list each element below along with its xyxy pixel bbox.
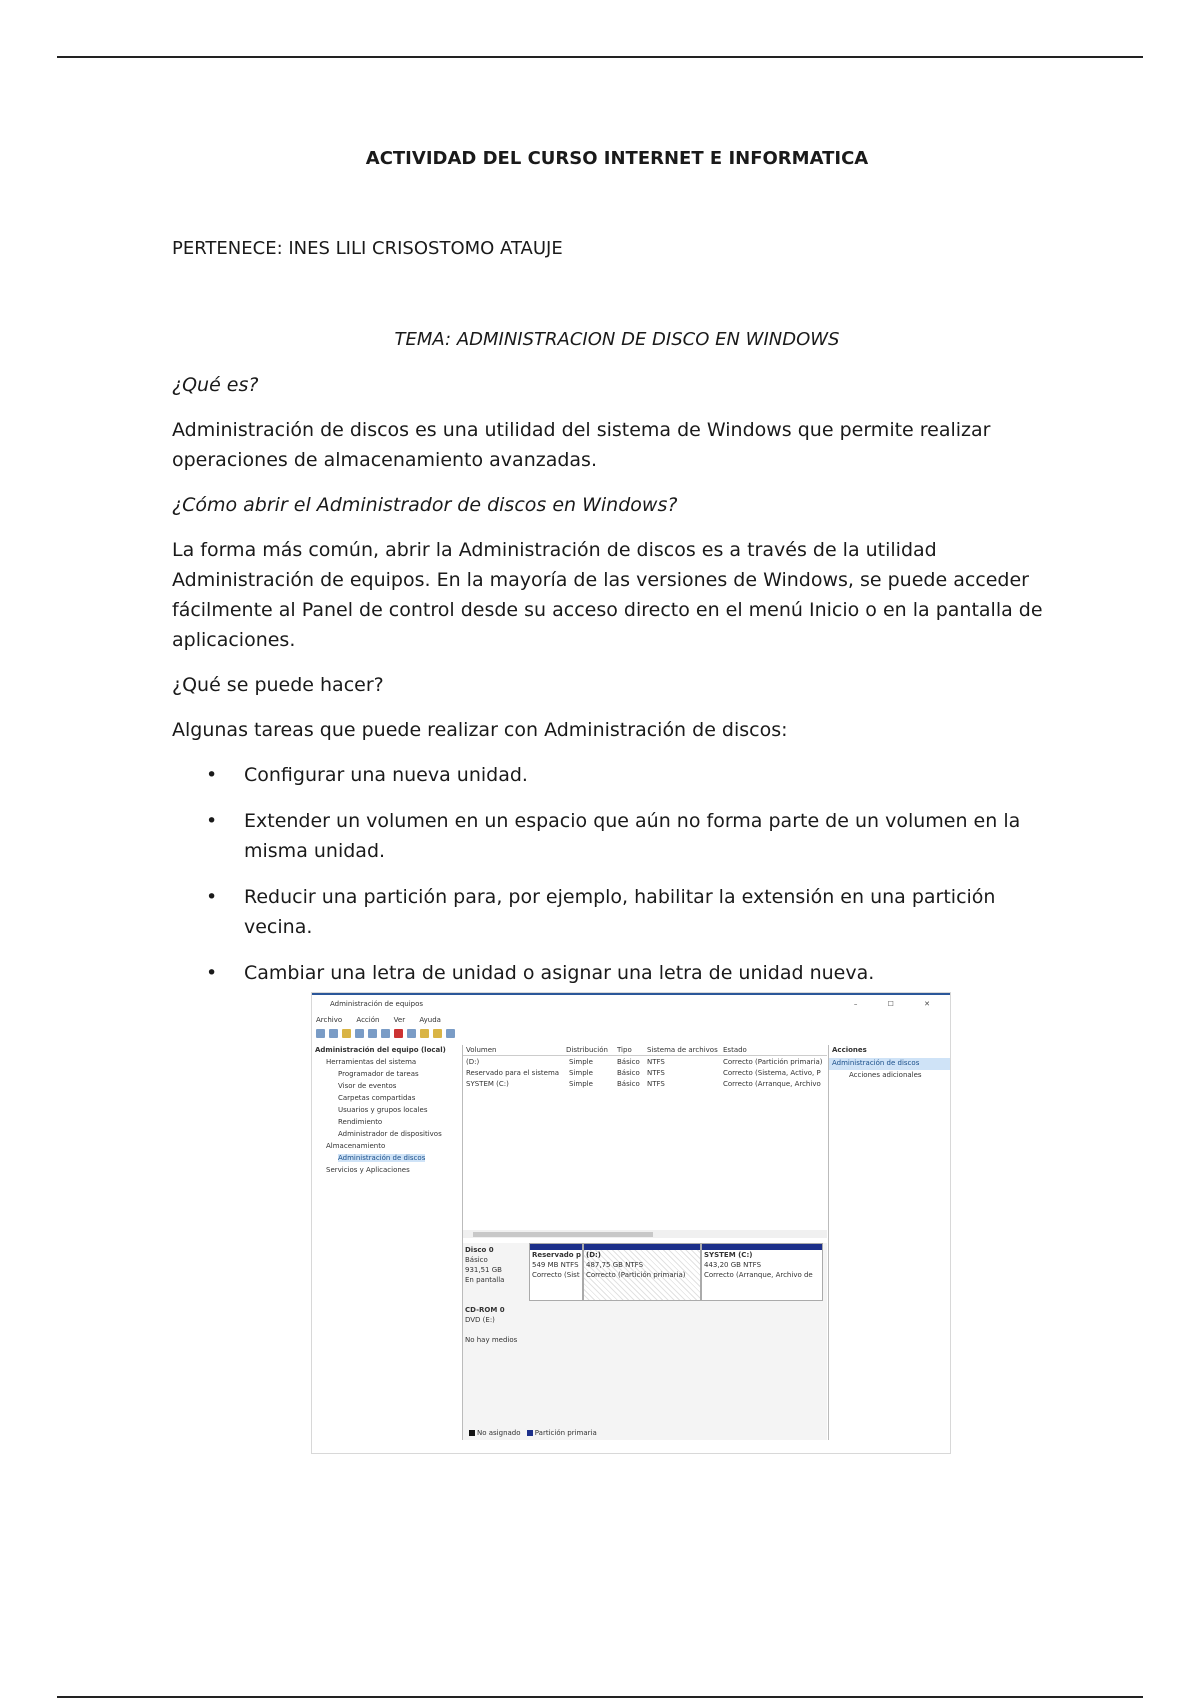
volume-type: Básico <box>617 1080 640 1088</box>
disk0-label <box>465 1245 527 1285</box>
disk0-name: Disco 0 <box>465 1246 494 1254</box>
task-item: • Reducir una partición para, por ejemplo, habilitar la extensión en una partición vecina. <box>172 882 1062 942</box>
task-list <box>172 760 1062 988</box>
tree-item-selected: Administración de discos <box>338 1154 426 1162</box>
volume-row <box>463 1057 827 1068</box>
search-icon <box>433 1029 442 1038</box>
volume-row <box>463 1068 827 1079</box>
disk-map <box>463 1243 827 1440</box>
scrollbar-thumb <box>473 1232 653 1237</box>
volume-name: Reservado para el sistema <box>466 1069 560 1077</box>
disk-icon <box>446 1029 455 1038</box>
paragraph-tasks-intro: Algunas tareas que puede realizar con Administración de discos: <box>172 719 788 741</box>
volume-columns <box>463 1045 827 1056</box>
column-layout: Distribución <box>566 1046 608 1054</box>
window-titlebar <box>312 997 950 1011</box>
volume-type: Básico <box>617 1069 640 1077</box>
volume-fs: NTFS <box>647 1058 665 1066</box>
tree-item: Administrador de dispositivos <box>338 1130 442 1138</box>
tree-root: Administración del equipo (local) <box>315 1046 446 1054</box>
paragraph-definition: Administración de discos es una utilidad del sistema de Windows que permite realizar operaciones de almacenamiento avanzadas. <box>172 419 991 471</box>
tree-item <box>312 1153 462 1165</box>
partition-reserved <box>529 1243 583 1301</box>
tree-item: Servicios y Aplicaciones <box>326 1166 410 1174</box>
volume-layout: Simple <box>569 1058 593 1066</box>
window-accent-bar <box>312 993 950 995</box>
tree-item: Herramientas del sistema <box>326 1058 417 1066</box>
partition-name: Reservado p <box>532 1251 582 1259</box>
tree-item: Carpetas compartidas <box>338 1094 416 1102</box>
disk-legend <box>465 1428 597 1438</box>
volume-status: Correcto (Sistema, Activo, P <box>723 1069 821 1077</box>
folder-icon <box>342 1029 351 1038</box>
window-title: Administración de equipos <box>330 1000 424 1008</box>
list-icon <box>381 1029 390 1038</box>
document-content <box>172 370 1062 1004</box>
partition-name: (D:) <box>586 1251 602 1259</box>
volume-panel <box>463 1045 827 1440</box>
actions-pane <box>828 1045 951 1440</box>
actions-more: Acciones adicionales <box>849 1071 922 1079</box>
delete-icon <box>394 1029 403 1038</box>
task-item: • Cambiar una letra de unidad o asignar una letra de unidad nueva. <box>172 958 1062 988</box>
horizontal-scrollbar <box>463 1230 827 1238</box>
volume-name: SYSTEM (C:) <box>466 1080 509 1088</box>
tree-item: Rendimiento <box>338 1118 383 1126</box>
disk0-size: 931,51 GB <box>465 1266 502 1274</box>
tree-item: Almacenamiento <box>326 1142 386 1150</box>
partition-size: 549 MB NTFS <box>532 1261 579 1269</box>
question-what-is: ¿Qué es? <box>172 374 259 396</box>
menu-bar <box>316 1015 453 1025</box>
console-tree <box>312 1045 463 1440</box>
menu-archivo: Archivo <box>316 1016 343 1024</box>
task-item: • Configurar una nueva unidad. <box>172 760 1062 790</box>
forward-icon <box>329 1029 338 1038</box>
disk0-type: Básico <box>465 1256 488 1264</box>
column-status: Estado <box>723 1046 747 1054</box>
properties-icon <box>368 1029 377 1038</box>
actions-header: Acciones <box>832 1046 867 1054</box>
column-type: Tipo <box>617 1046 632 1054</box>
check-icon <box>407 1029 416 1038</box>
menu-accion: Acción <box>356 1016 380 1024</box>
cdrom-state: No hay medios <box>465 1336 518 1344</box>
menu-ver: Ver <box>393 1016 406 1024</box>
volume-status: Correcto (Partición primaria) <box>723 1058 823 1066</box>
partition-c <box>701 1243 823 1301</box>
volume-layout: Simple <box>569 1069 593 1077</box>
open-icon <box>420 1029 429 1038</box>
partition-status: Correcto (Sist <box>532 1271 580 1279</box>
partition-size: 487,75 GB NTFS <box>586 1261 644 1269</box>
document-topic: TEMA: ADMINISTRACION DE DISCO EN WINDOWS <box>394 329 840 350</box>
actions-selected: Administración de discos <box>829 1058 951 1070</box>
document-title: ACTIVIDAD DEL CURSO INTERNET E INFORMATICA <box>365 148 869 169</box>
partition-d <box>583 1243 701 1301</box>
window-controls: – ☐ ✕ <box>853 1000 944 1008</box>
legend-swatch-unallocated <box>469 1430 475 1436</box>
volume-fs: NTFS <box>647 1069 665 1077</box>
tree-item: Programador de tareas <box>338 1070 419 1078</box>
volume-fs: NTFS <box>647 1080 665 1088</box>
question-what-can-do: ¿Qué se puede hacer? <box>172 674 384 696</box>
disk-management-screenshot <box>311 992 951 1454</box>
volume-layout: Simple <box>569 1080 593 1088</box>
back-icon <box>316 1029 325 1038</box>
document-owner: PERTENECE: INES LILI CRISOSTOMO ATAUJE <box>172 238 563 259</box>
question-how-open: ¿Cómo abrir el Administrador de discos en Windows? <box>172 494 678 516</box>
partition-size: 443,20 GB NTFS <box>704 1261 762 1269</box>
partition-status: Correcto (Partición primaria) <box>586 1271 686 1279</box>
volume-name: (D:) <box>466 1058 480 1066</box>
legend-primary: Partición primaria <box>534 1429 597 1437</box>
volume-row <box>463 1079 827 1090</box>
cdrom-name: CD-ROM 0 <box>465 1306 505 1314</box>
menu-ayuda: Ayuda <box>419 1016 441 1024</box>
footer-rule <box>57 1696 1143 1698</box>
paragraph-how-open: La forma más común, abrir la Administración de discos es a través de la utilidad Administración de equipos. En la mayoría de las versiones de Windows, se puede acceder fácilmente al Panel de control desde su acceso directo en el menú Inicio o en la pantalla de aplicaciones. <box>172 539 1043 651</box>
view-icon <box>355 1029 364 1038</box>
legend-unallocated: No asignado <box>477 1429 521 1437</box>
volume-type: Básico <box>617 1058 640 1066</box>
cdrom-label <box>465 1305 527 1345</box>
toolbar <box>316 1029 459 1041</box>
partition-name: SYSTEM (C:) <box>704 1251 753 1259</box>
legend-swatch-primary <box>527 1430 533 1436</box>
header-rule <box>57 56 1143 58</box>
task-item: • Extender un volumen en un espacio que aún no forma parte de un volumen en la misma unidad. <box>172 806 1062 866</box>
volume-status: Correcto (Arranque, Archivo <box>723 1080 821 1088</box>
cdrom-type: DVD (E:) <box>465 1316 495 1324</box>
tree-item: Visor de eventos <box>338 1082 397 1090</box>
disk0-state: En pantalla <box>465 1276 505 1284</box>
tree-item: Usuarios y grupos locales <box>338 1106 428 1114</box>
column-volume: Volumen <box>466 1046 497 1054</box>
column-filesystem: Sistema de archivos <box>647 1046 718 1054</box>
partition-status: Correcto (Arranque, Archivo de <box>704 1271 813 1279</box>
